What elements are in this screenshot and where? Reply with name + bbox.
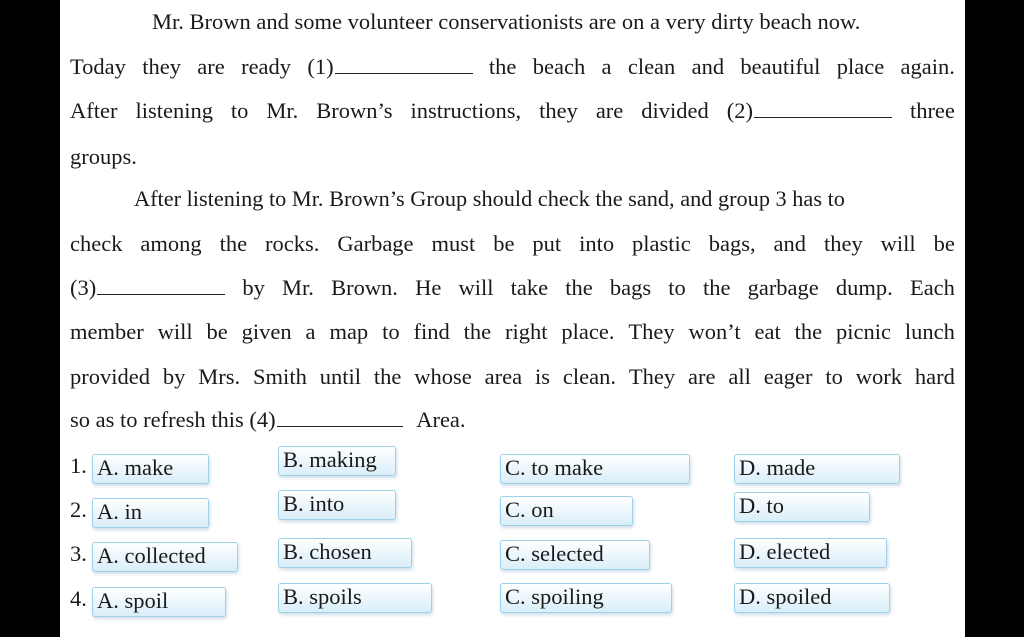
word: to <box>825 364 843 389</box>
word: right <box>505 319 548 344</box>
word: the <box>565 275 593 300</box>
word: find <box>413 319 450 344</box>
word: (3) <box>70 274 225 302</box>
word: (2) <box>727 97 892 125</box>
word: Brown. <box>331 275 398 300</box>
answer-blank <box>97 276 225 295</box>
answer-blank <box>335 55 473 74</box>
word: are <box>595 98 624 123</box>
word: Brown’s <box>316 98 393 123</box>
word: must <box>431 231 476 256</box>
word: place <box>836 54 885 79</box>
word: provided <box>70 364 150 389</box>
word: a <box>601 54 612 79</box>
q3-option-a[interactable]: A. collected <box>92 542 238 572</box>
q3-option-b[interactable]: B. chosen <box>278 538 412 568</box>
word: by <box>162 364 186 389</box>
word: they <box>823 231 863 256</box>
question-number-4: 4. <box>70 586 87 611</box>
exercise-page <box>60 0 965 637</box>
word: three <box>909 98 955 123</box>
word: picnic <box>836 319 891 344</box>
word: beautiful <box>740 54 821 79</box>
word: until <box>319 364 361 389</box>
q4-option-d[interactable]: D. spoiled <box>734 583 890 613</box>
word: listening <box>135 98 213 123</box>
q2-option-d[interactable]: D. to <box>734 492 870 522</box>
word: the <box>463 319 492 344</box>
word: hard <box>914 364 955 389</box>
q2-option-a[interactable]: A. in <box>92 498 209 528</box>
word: Mr. <box>266 98 299 123</box>
word: is <box>535 364 551 389</box>
word: among <box>140 231 202 256</box>
word: the <box>794 319 823 344</box>
word: ready <box>241 54 292 79</box>
passage-line-10-end: Area. <box>416 407 466 432</box>
word: be <box>493 231 515 256</box>
word: to <box>668 275 686 300</box>
word: will <box>458 275 494 300</box>
word: bags, <box>708 231 756 256</box>
word: will <box>157 319 193 344</box>
word: Mrs. <box>198 364 241 389</box>
q4-option-b[interactable]: B. spoils <box>278 583 432 613</box>
question-number-3: 3. <box>70 541 87 566</box>
word: are <box>197 54 225 79</box>
word: Today <box>70 54 126 79</box>
word: the <box>702 275 731 300</box>
word: they <box>539 98 578 123</box>
blank-4 <box>277 408 403 427</box>
passage-line-4: groups. <box>70 144 137 169</box>
word: the <box>373 364 402 389</box>
word: the <box>488 54 517 79</box>
word: the <box>219 231 248 256</box>
word: Smith <box>253 364 307 389</box>
passage-line-6 <box>70 230 955 258</box>
word: After <box>70 98 118 123</box>
word: lunch <box>904 319 955 344</box>
word: clean. <box>562 364 616 389</box>
word: they <box>142 54 181 79</box>
passage-line-3 <box>70 97 955 125</box>
word: divided <box>641 98 709 123</box>
word: clean <box>627 54 676 79</box>
word: will <box>880 231 916 256</box>
q1-option-c[interactable]: C. to make <box>500 454 690 484</box>
word: be <box>933 231 955 256</box>
q1-option-a[interactable]: A. make <box>92 454 209 484</box>
word: be <box>206 319 228 344</box>
word: again. <box>900 54 955 79</box>
q1-option-b[interactable]: B. making <box>278 446 396 476</box>
word: to <box>382 319 400 344</box>
word: to <box>230 98 249 123</box>
q1-option-d[interactable]: D. made <box>734 454 900 484</box>
word: into <box>579 231 615 256</box>
word: bags <box>609 275 652 300</box>
word: area <box>484 364 523 389</box>
word: place. <box>561 319 615 344</box>
passage-line-9 <box>70 363 955 391</box>
word: beach <box>532 54 586 79</box>
passage-line-10-start: so as to refresh this (4) <box>70 407 276 432</box>
passage-line-10 <box>70 406 955 434</box>
passage-line-5: After listening to Mr. Brown’s Group should check the sand, and group 3 has to <box>134 186 845 211</box>
q3-option-d[interactable]: D. elected <box>734 538 887 568</box>
word: eager <box>763 364 813 389</box>
passage-line-7 <box>70 274 955 302</box>
question-number-1: 1. <box>70 453 87 478</box>
word: check <box>70 231 123 256</box>
question-number-2: 2. <box>70 497 87 522</box>
word: map <box>329 319 369 344</box>
passage-line-2 <box>70 53 955 81</box>
q4-option-c[interactable]: C. spoiling <box>500 583 672 613</box>
word: and <box>773 231 807 256</box>
passage-line-1: Mr. Brown and some volunteer conservationists are on a very dirty beach now. <box>152 9 861 34</box>
word: eat <box>754 319 781 344</box>
word: They <box>628 364 676 389</box>
word: given <box>241 319 292 344</box>
word: instructions, <box>410 98 522 123</box>
word: (1) <box>307 53 472 81</box>
word: He <box>415 275 442 300</box>
word: won’t <box>688 319 741 344</box>
word: rocks. <box>265 231 320 256</box>
word: a <box>305 319 316 344</box>
q2-option-b[interactable]: B. into <box>278 490 396 520</box>
word: They <box>628 319 675 344</box>
q4-option-a[interactable]: A. spoil <box>92 587 226 617</box>
word: take <box>510 275 549 300</box>
word: member <box>70 319 144 344</box>
word: plastic <box>632 231 691 256</box>
word: are <box>688 364 716 389</box>
word: whose <box>414 364 472 389</box>
word: and <box>691 54 725 79</box>
word: all <box>728 364 751 389</box>
word: Each <box>909 275 955 300</box>
answer-blank <box>754 99 892 118</box>
word: by <box>242 275 265 300</box>
word: dump. <box>835 275 893 300</box>
word: work <box>855 364 903 389</box>
word: Mr. <box>282 275 314 300</box>
word: put <box>532 231 562 256</box>
passage-line-8 <box>70 318 955 346</box>
q3-option-c[interactable]: C. selected <box>500 540 650 570</box>
word: Garbage <box>337 231 414 256</box>
word: garbage <box>747 275 819 300</box>
q2-option-c[interactable]: C. on <box>500 496 633 526</box>
